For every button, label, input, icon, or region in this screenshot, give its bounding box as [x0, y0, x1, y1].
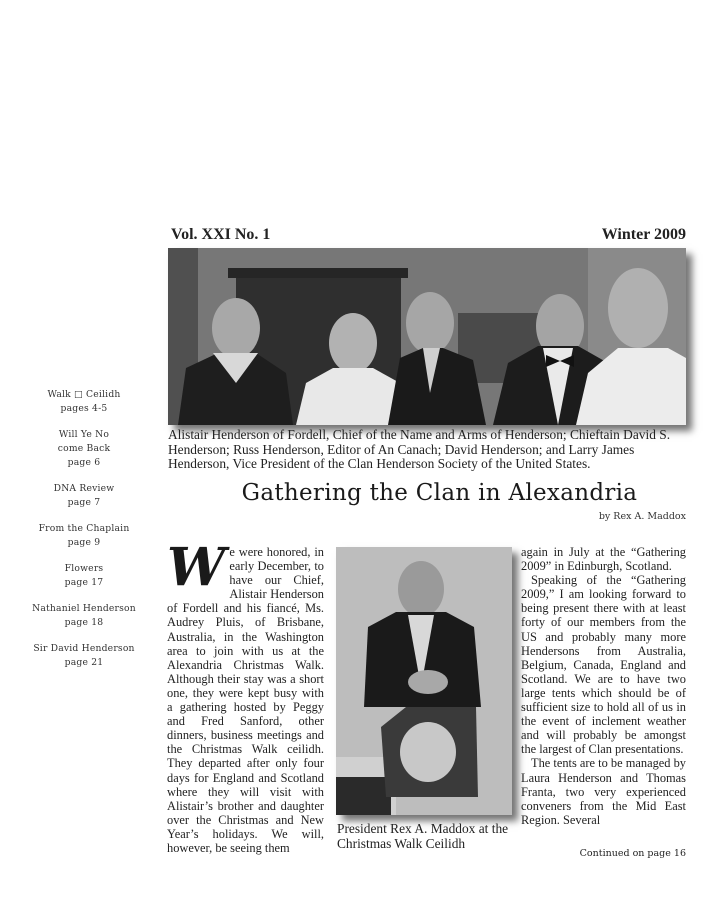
portrait-photo-illustration [336, 547, 512, 815]
toc-title: Walk □ Ceilidh [47, 389, 121, 400]
volume-number: Vol. XXI No. 1 [171, 226, 271, 243]
toc-item-nathaniel-henderson[interactable] [0, 602, 168, 630]
toc-item-sir-david-henderson[interactable] [0, 642, 168, 670]
toc-page: page 18 [64, 617, 104, 628]
article-paragraph: Speaking of the “Gathering 2009,” I am looking forward to being present there with at least forty of our members from the US and probably many more Hendersons from Australia, Belgium, Canada, England and Scotland. We are to have two large tents which should be of sufficient size to hold all of us in the event of inclement weather and will probably be amongst the largest of Clan presentations. [521, 573, 686, 757]
toc-page: page 21 [64, 657, 104, 668]
continued-on-link[interactable]: Continued on page 16 [579, 848, 686, 859]
toc-title: Sir David Henderson [33, 643, 135, 654]
toc-page: page 9 [67, 537, 101, 548]
drop-cap: W [167, 537, 226, 598]
article-title: Gathering the Clan in Alexandria [241, 480, 638, 506]
table-of-contents [0, 388, 168, 682]
toc-title: DNA Review [53, 483, 115, 494]
toc-item-flowers[interactable] [0, 562, 168, 590]
toc-item-dna-review[interactable] [0, 482, 168, 510]
article-paragraph: The tents are to be managed by Laura Henderson and Thomas Franta, two very experienced conveners from the Mid East Region. Several [521, 756, 686, 827]
toc-page: page 7 [67, 497, 101, 508]
toc-item-from-the-chaplain[interactable] [0, 522, 168, 550]
toc-page: page 6 [67, 457, 101, 468]
toc-title: Flowers [64, 563, 104, 574]
toc-title: Will Ye No [58, 429, 110, 440]
portrait-photo [336, 547, 512, 815]
toc-page: page 17 [64, 577, 104, 588]
article-byline: by Rex A. Maddox [598, 511, 686, 522]
issue-season: Winter 2009 [601, 226, 686, 243]
toc-item-will-ye-no-come-back[interactable] [0, 428, 168, 470]
toc-page: pages 4-5 [60, 403, 108, 414]
group-photo-caption: Alistair Henderson of Fordell, Chief of the Name and Arms of Henderson; Chieftain David S. Henderson; Russ Henderson, Editor of An Canach; David Henderson; and Larry James Henderson, Vice President of the Clan Henderson Society of the United States. [168, 427, 671, 472]
toc-title: From the Chaplain [38, 523, 130, 534]
article-paragraph: again in July at the “Gathering 2009” in Edinburgh, Scotland. [521, 545, 686, 574]
article-text-col1: e were honored, in early December, to have our Chief, Alistair Henderson of Fordell and his fiancé, Ms. Audrey Pluis, of Brisbane, Australia, in the Washington area to join with us at the Alexandria Christmas Walk. Although their stay was a short one, they were kept busy with a gathering hosted by Peggy and Fred Sanford, other dinners, business meetings and the Christmas Walk ceilidh. They departed after only four days for England and Scotland where they will visit with Alistair’s brother and daughter over the Christmas and New Year’s holidays. We will, however, be seeing them [167, 545, 324, 855]
toc-title-line2: come Back [57, 443, 111, 454]
group-photo [168, 248, 686, 425]
article-column-2 [521, 545, 686, 827]
toc-title: Nathaniel Henderson [32, 603, 136, 614]
article-column-1 [167, 537, 324, 855]
portrait-photo-caption: President Rex A. Maddox at the Christmas Walk Ceilidh [337, 821, 509, 851]
group-photo-illustration [168, 248, 686, 425]
toc-item-walk-ceilidh[interactable] [0, 388, 168, 416]
